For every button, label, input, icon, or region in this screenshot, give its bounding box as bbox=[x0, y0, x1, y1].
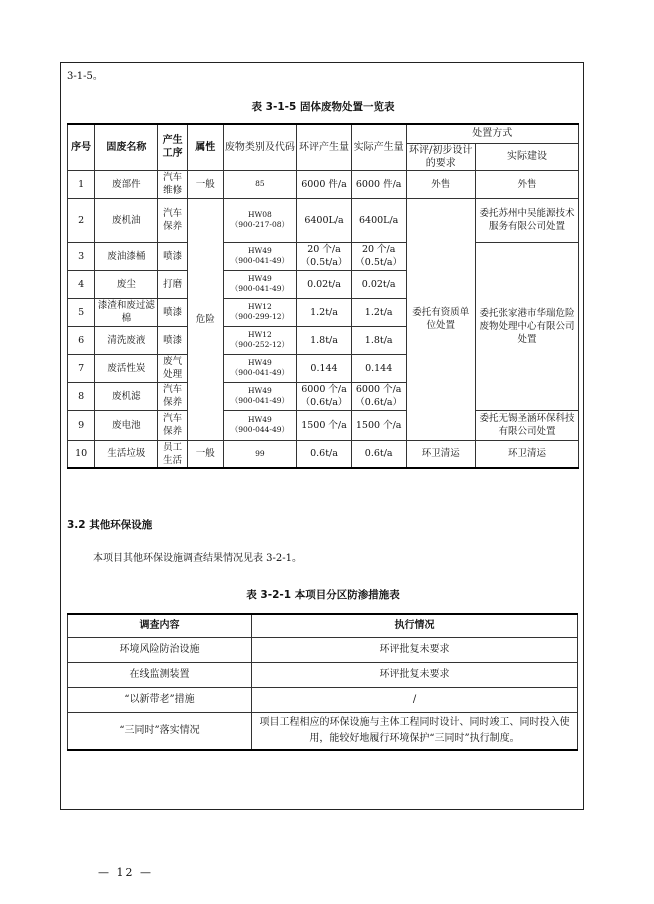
header-category: 废物类别及代码 bbox=[223, 124, 297, 170]
cell-process: 汽车维修 bbox=[158, 170, 187, 198]
code-sub: （900-041-49） bbox=[230, 284, 289, 293]
cell-actual: 0.02t/a bbox=[351, 270, 406, 298]
cell-process: 喷漆 bbox=[158, 326, 187, 354]
cell-name: 废机滤 bbox=[95, 382, 158, 410]
code-main: HW49 bbox=[247, 274, 272, 283]
cell-process: 废气处理 bbox=[158, 354, 187, 382]
cell-name: 清洗废液 bbox=[95, 326, 158, 354]
cell-attr-hazard: 危险 bbox=[187, 198, 223, 440]
cell-actual: 6400L/a bbox=[351, 198, 406, 242]
cell-build: 委托苏州中吴能源技术服务有限公司处置 bbox=[475, 198, 578, 242]
page-number: — 12 — bbox=[98, 866, 153, 879]
cell-no: 2 bbox=[68, 198, 95, 242]
table-row bbox=[68, 242, 579, 270]
table-row bbox=[68, 440, 579, 468]
cell-code bbox=[223, 242, 297, 270]
code-main: 99 bbox=[255, 448, 265, 458]
code-sub: （900-252-12） bbox=[230, 340, 289, 349]
cell-name: 漆渣和废过滤棉 bbox=[95, 298, 158, 326]
cell-process: 汽车保养 bbox=[158, 198, 187, 242]
cell-process: 打磨 bbox=[158, 270, 187, 298]
code-sub: （900-217-08） bbox=[230, 220, 289, 229]
cell-process: 员工生活 bbox=[158, 440, 187, 468]
cell-code bbox=[223, 326, 297, 354]
cell-name: 废油漆桶 bbox=[95, 242, 158, 270]
cell-name: 废尘 bbox=[95, 270, 158, 298]
code-main: HW12 bbox=[247, 330, 272, 339]
code-main: HW08 bbox=[247, 210, 272, 219]
cell-code bbox=[223, 440, 297, 468]
cell-req-hazard: 委托有资质单位处置 bbox=[406, 198, 475, 440]
table-row bbox=[68, 663, 578, 688]
cell-content: 在线监测装置 bbox=[68, 663, 252, 688]
cell-eia: 0.144 bbox=[297, 354, 352, 382]
table-row bbox=[68, 638, 578, 663]
header-disposal: 处置方式 bbox=[406, 124, 578, 143]
code-main: HW49 bbox=[247, 386, 272, 395]
cell-name: 废部件 bbox=[95, 170, 158, 198]
cell-process: 喷漆 bbox=[158, 298, 187, 326]
cell-no: 10 bbox=[68, 440, 95, 468]
table-row bbox=[68, 410, 579, 440]
table-row bbox=[68, 198, 579, 242]
cell-content: “以新带老”措施 bbox=[68, 688, 252, 713]
intro-text: 3-1-5。 bbox=[67, 71, 103, 82]
cell-code bbox=[223, 170, 297, 198]
cell-no: 7 bbox=[68, 354, 95, 382]
cell-eia: 6000 个/a（0.6t/a） bbox=[297, 382, 352, 410]
header-attr: 属性 bbox=[187, 124, 223, 170]
cell-name: 废电池 bbox=[95, 410, 158, 440]
header-status: 执行情况 bbox=[252, 614, 578, 638]
cell-actual: 0.144 bbox=[351, 354, 406, 382]
code-main: HW49 bbox=[247, 358, 272, 367]
cell-build: 委托无锡圣涵环保科技有限公司处置 bbox=[475, 410, 578, 440]
cell-name: 废活性炭 bbox=[95, 354, 158, 382]
header-no: 序号 bbox=[68, 124, 95, 170]
cell-actual: 0.6t/a bbox=[351, 440, 406, 468]
cell-code bbox=[223, 198, 297, 242]
cell-name: 废机油 bbox=[95, 198, 158, 242]
cell-eia: 0.6t/a bbox=[297, 440, 352, 468]
cell-eia: 1.2t/a bbox=[297, 298, 352, 326]
section-title: 3.2 其他环保设施 bbox=[67, 519, 153, 531]
cell-actual: 6000 件/a bbox=[351, 170, 406, 198]
cell-eia: 6400L/a bbox=[297, 198, 352, 242]
header-content: 调查内容 bbox=[68, 614, 252, 638]
cell-actual: 20 个/a（0.5t/a） bbox=[351, 242, 406, 270]
cell-code bbox=[223, 270, 297, 298]
cell-status: / bbox=[252, 688, 578, 713]
cell-no: 8 bbox=[68, 382, 95, 410]
code-sub: （900-299-12） bbox=[230, 312, 289, 321]
code-main: 85 bbox=[255, 179, 265, 188]
cell-eia: 0.02t/a bbox=[297, 270, 352, 298]
paragraph: 本项目其他环保设施调查结果情况见表 3-2-1。 bbox=[93, 553, 303, 564]
cell-build-hazard: 委托张家港市华瑞危险废物处理中心有限公司处置 bbox=[475, 242, 578, 410]
cell-name: 生活垃圾 bbox=[95, 440, 158, 468]
code-main: HW12 bbox=[247, 302, 272, 311]
cell-process: 喷漆 bbox=[158, 242, 187, 270]
code-sub: （900-041-49） bbox=[230, 368, 289, 377]
cell-no: 5 bbox=[68, 298, 95, 326]
cell-attr: 一般 bbox=[187, 440, 223, 468]
cell-req: 外售 bbox=[406, 170, 475, 198]
cell-code bbox=[223, 354, 297, 382]
header-disposal-actual: 实际建设 bbox=[475, 143, 578, 170]
cell-no: 3 bbox=[68, 242, 95, 270]
other-facilities-table bbox=[67, 613, 578, 751]
cell-status: 环评批复未要求 bbox=[252, 638, 578, 663]
cell-no: 9 bbox=[68, 410, 95, 440]
cell-content: 环境风险防治设施 bbox=[68, 638, 252, 663]
cell-code bbox=[223, 410, 297, 440]
header-process: 产生工序 bbox=[158, 124, 187, 170]
cell-actual: 6000 个/a（0.6t/a） bbox=[351, 382, 406, 410]
page-frame bbox=[60, 62, 584, 810]
cell-no: 1 bbox=[68, 170, 95, 198]
cell-process: 汽车保养 bbox=[158, 410, 187, 440]
code-sub: （900-044-49） bbox=[230, 425, 289, 434]
cell-actual: 1.8t/a bbox=[351, 326, 406, 354]
cell-build: 外售 bbox=[475, 170, 578, 198]
code-sub: （900-041-49） bbox=[230, 396, 289, 405]
cell-no: 4 bbox=[68, 270, 95, 298]
code-main: HW49 bbox=[247, 246, 272, 255]
cell-eia: 1500 个/a bbox=[297, 410, 352, 440]
table-row bbox=[68, 713, 578, 751]
cell-code bbox=[223, 298, 297, 326]
cell-eia: 1.8t/a bbox=[297, 326, 352, 354]
cell-code bbox=[223, 382, 297, 410]
header-eia-amount: 环评产生量 bbox=[297, 124, 352, 170]
cell-eia: 6000 件/a bbox=[297, 170, 352, 198]
cell-status: 环评批复未要求 bbox=[252, 663, 578, 688]
cell-attr: 一般 bbox=[187, 170, 223, 198]
cell-status: 项目工程相应的环保设施与主体工程同时设计、同时竣工、同时投入使用，能较好地履行环境保护“三同时”执行制度。 bbox=[252, 713, 578, 751]
solid-waste-table bbox=[67, 123, 579, 469]
table-row bbox=[68, 688, 578, 713]
cell-no: 6 bbox=[68, 326, 95, 354]
code-sub: （900-041-49） bbox=[230, 256, 289, 265]
table1-caption: 表 3-1-5 固体废物处置一览表 bbox=[251, 101, 395, 113]
cell-actual: 1.2t/a bbox=[351, 298, 406, 326]
cell-actual: 1500 个/a bbox=[351, 410, 406, 440]
cell-req: 环卫清运 bbox=[406, 440, 475, 468]
code-main: HW49 bbox=[247, 415, 272, 424]
cell-eia: 20 个/a（0.5t/a） bbox=[297, 242, 352, 270]
header-name: 固废名称 bbox=[95, 124, 158, 170]
table2-caption: 表 3-2-1 本项目分区防渗措施表 bbox=[246, 589, 400, 601]
cell-content: “三同时”落实情况 bbox=[68, 713, 252, 751]
header-actual-amount: 实际产生量 bbox=[351, 124, 406, 170]
table-row bbox=[68, 170, 579, 198]
header-disposal-eia: 环评/初步设计的要求 bbox=[406, 143, 475, 170]
cell-process: 汽车保养 bbox=[158, 382, 187, 410]
cell-build: 环卫清运 bbox=[475, 440, 578, 468]
